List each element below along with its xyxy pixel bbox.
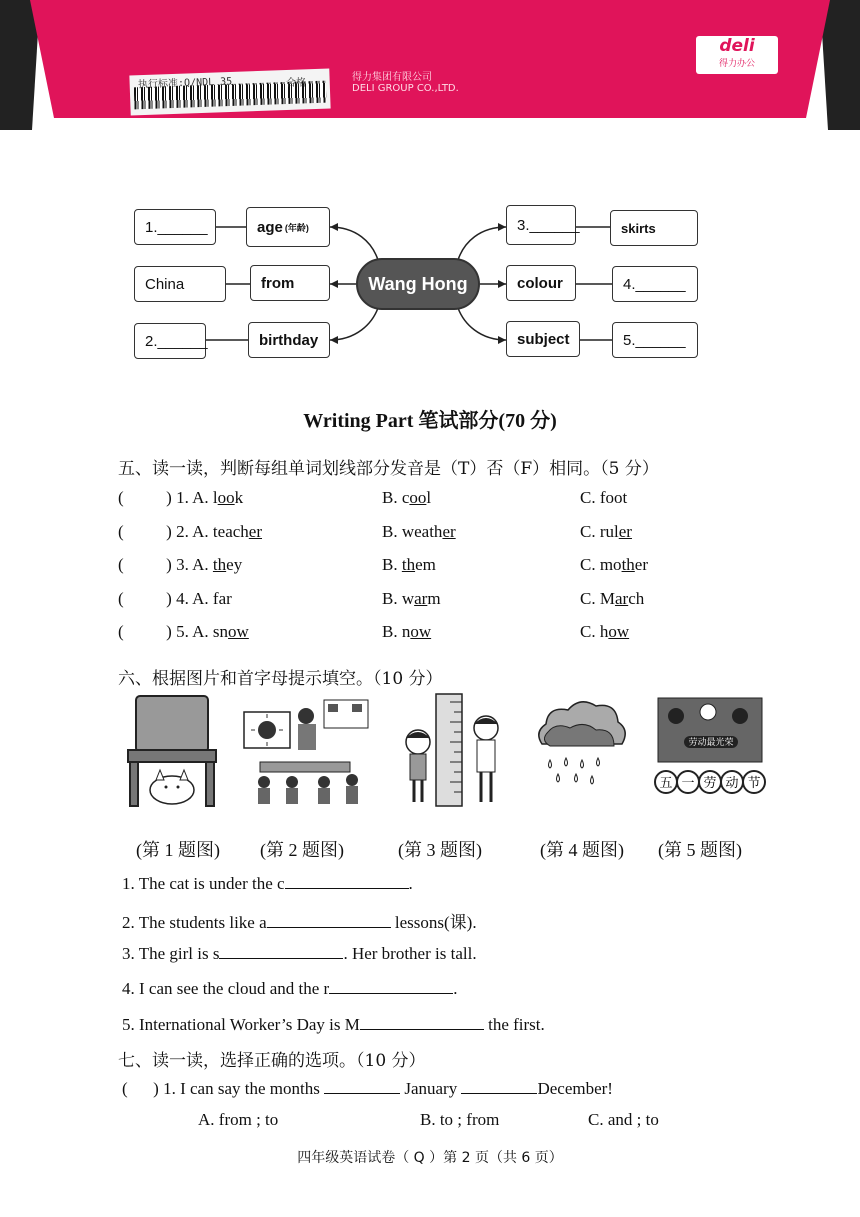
fill-question-4 [122, 978, 457, 999]
phonics-option-c [580, 555, 648, 575]
choice-option-b[interactable]: B. to ; from [420, 1110, 500, 1129]
q2-text: 2. The students like a [122, 913, 267, 932]
rain-cloud-picture [530, 692, 630, 810]
answer-paren[interactable]: ( [118, 521, 167, 541]
q2-end: lessons(课). [390, 913, 477, 932]
choice-q1-start: ) 1. I can say the months [153, 1079, 325, 1098]
mindmap-value-skirts: skirts [610, 210, 698, 246]
age-label: age [257, 218, 283, 236]
word-segment: k [234, 488, 244, 507]
mindmap-blank-4: 4.______ [612, 266, 698, 302]
company-en: DELI GROUP CO.,LTD. [352, 83, 459, 94]
q4-blank[interactable] [329, 978, 453, 994]
mindmap-label-age [246, 207, 330, 247]
word-segment: ar [614, 588, 629, 608]
labour-day-picture [654, 692, 766, 810]
word-segment: ow [608, 622, 630, 641]
section7-heading: 七、读一读，选择正确的选项。（10 分） [118, 1051, 426, 1071]
phonics-option-b [382, 589, 441, 609]
deli-logo [696, 36, 778, 74]
word-segment: er [634, 555, 649, 574]
fill-question-3 [122, 943, 477, 964]
mindmap-blank-3: 3.______ [506, 205, 576, 245]
item-number: ) 5. A. [166, 622, 213, 641]
word-segment: B. w [382, 588, 415, 608]
word-segment: C. mo [580, 555, 622, 574]
box-photo-top [0, 0, 860, 130]
page-footer: 四年级英语试卷（ Q ）第 2 页（共 6 页） [297, 1150, 563, 1166]
word-segment: oo [409, 488, 427, 507]
q1-end: . [408, 874, 413, 893]
mindmap-value-china: China [134, 266, 226, 302]
word-segment: ar [414, 588, 428, 608]
choice-q1-blank-1[interactable] [324, 1078, 400, 1094]
q3-blank[interactable] [219, 943, 343, 959]
choice-question-1 [122, 1078, 613, 1099]
phonics-option-a [118, 555, 242, 575]
section5-heading: 五、读一读，判断每组单词划线部分发音是（T）否（F）相同。（5 分） [118, 459, 659, 479]
word-segment: teach [212, 521, 249, 541]
q1-text: 1. The cat is under the c [122, 874, 285, 893]
phonics-option-c [580, 522, 632, 542]
fill-question-1 [122, 873, 413, 894]
company-name [352, 72, 459, 94]
qualified-text: 合格 [286, 78, 306, 89]
logo-word: deli [719, 36, 755, 56]
phonics-option-b [382, 488, 431, 508]
choice-option-c[interactable]: C. and ; to [588, 1110, 659, 1129]
word-segment: C. f [580, 488, 606, 507]
phonics-option-c [580, 622, 629, 642]
choice-paren[interactable]: ( [122, 1079, 154, 1098]
section6-heading: 六、根据图片和首字母提示填空。（10 分） [118, 669, 443, 689]
mindmap-label-from: from [250, 265, 330, 301]
q5-blank[interactable] [360, 1014, 484, 1030]
mindmap-blank-1: 1.______ [134, 209, 216, 245]
answer-paren[interactable]: ( [118, 588, 167, 608]
phonics-option-b [382, 622, 431, 642]
choice-option-a[interactable]: A. from ; to [198, 1110, 279, 1129]
word-segment: th [401, 555, 416, 574]
word-segment: er [442, 521, 456, 541]
word-segment: oo [605, 488, 623, 507]
word-segment: C. M [580, 588, 615, 608]
phonics-option-c [580, 589, 644, 609]
word-segment: f [212, 588, 219, 608]
festival-char-2: 一 [681, 776, 695, 791]
fill-question-2 [122, 908, 477, 933]
caption-1: (第 1 题图) [136, 840, 220, 860]
phonics-option-a [118, 622, 249, 642]
q4-text: 4. I can see the cloud and the r [122, 979, 330, 998]
fill-question-5 [122, 1014, 545, 1035]
word-segment: ar [218, 588, 232, 608]
word-segment: B. n [382, 622, 411, 641]
word-segment: er [618, 521, 632, 541]
phonics-option-b [382, 555, 436, 575]
answer-paren[interactable]: ( [118, 488, 167, 507]
word-segment: ch [628, 588, 645, 608]
q2-blank[interactable] [267, 912, 391, 928]
word-segment: B. weath [382, 521, 443, 541]
phonics-option-a [118, 589, 232, 609]
caption-4: (第 4 题图) [540, 840, 624, 860]
word-segment: ow [228, 622, 249, 641]
word-segment: ow [410, 622, 432, 641]
caption-5: (第 5 题图) [658, 840, 742, 860]
phonics-option-c [580, 488, 627, 508]
word-segment: sn [212, 622, 229, 641]
word-segment: C. rul [580, 521, 619, 541]
word-segment: B. c [382, 488, 410, 507]
item-number: ) 2. A. [166, 521, 213, 541]
caption-3: (第 3 题图) [398, 840, 482, 860]
q3-text: 3. The girl is s [122, 944, 220, 963]
choice-q1-mid: January [400, 1079, 462, 1098]
mindmap-center-wang-hong: Wang Hong [356, 258, 480, 310]
word-segment: em [415, 555, 436, 574]
word-segment: th [212, 555, 227, 574]
height-ruler-picture [398, 692, 506, 810]
chair-cat-picture [126, 692, 218, 810]
q5-end: the first. [483, 1015, 545, 1034]
word-segment: oo [217, 488, 235, 507]
mindmap-blank-5: 5.______ [612, 322, 698, 358]
item-number: ) 4. A. [166, 588, 213, 608]
mindmap-label-subject: subject [506, 321, 580, 357]
word-segment: C. h [580, 622, 609, 641]
answer-paren[interactable]: ( [118, 622, 167, 641]
caption-2: (第 2 题图) [260, 840, 344, 860]
q5-text: 5. International Worker’s Day is M [122, 1015, 360, 1034]
mindmap-label-birthday: birthday [248, 322, 330, 358]
word-segment: m [427, 588, 441, 608]
choice-q1-end: December! [537, 1079, 613, 1098]
word-segment: l [212, 488, 218, 507]
word-segment: l [426, 488, 432, 507]
labour-banner-text: 劳动最光荣 [688, 738, 734, 748]
exec-std-text: 执行标准:Q/NDL 35 [137, 76, 233, 91]
phonics-option-a [118, 522, 262, 542]
word-segment: th [621, 555, 635, 574]
age-note: (年龄) [284, 222, 309, 233]
item-number: ) 1. A. [166, 488, 213, 507]
word-segment: ey [226, 555, 243, 574]
q1-blank[interactable] [285, 873, 409, 889]
choice-q1-blank-2[interactable] [461, 1078, 537, 1094]
art-class-picture [240, 692, 372, 810]
festival-char-5: 节 [747, 776, 761, 791]
q4-end: . [453, 979, 458, 998]
festival-char-4: 动 [725, 776, 739, 791]
q3-end: . Her brother is tall. [343, 944, 477, 963]
festival-char-1: 五 [659, 776, 673, 791]
festival-char-3: 劳 [703, 776, 717, 791]
word-segment: t [622, 488, 628, 507]
phonics-option-b [382, 522, 456, 542]
word-segment: B. [382, 555, 402, 574]
mindmap-blank-2: 2.______ [134, 323, 206, 359]
mindmap-label-colour: colour [506, 265, 576, 301]
answer-paren[interactable]: ( [118, 555, 167, 574]
logo-sub: 得力办公 [718, 59, 755, 69]
word-segment: er [248, 521, 262, 541]
phonics-option-a [118, 488, 243, 508]
writing-part-title: Writing Part 笔试部分(70 分) [303, 410, 557, 432]
company-cn: 得力集团有限公司 [352, 72, 432, 83]
item-number: ) 3. A. [166, 555, 213, 574]
